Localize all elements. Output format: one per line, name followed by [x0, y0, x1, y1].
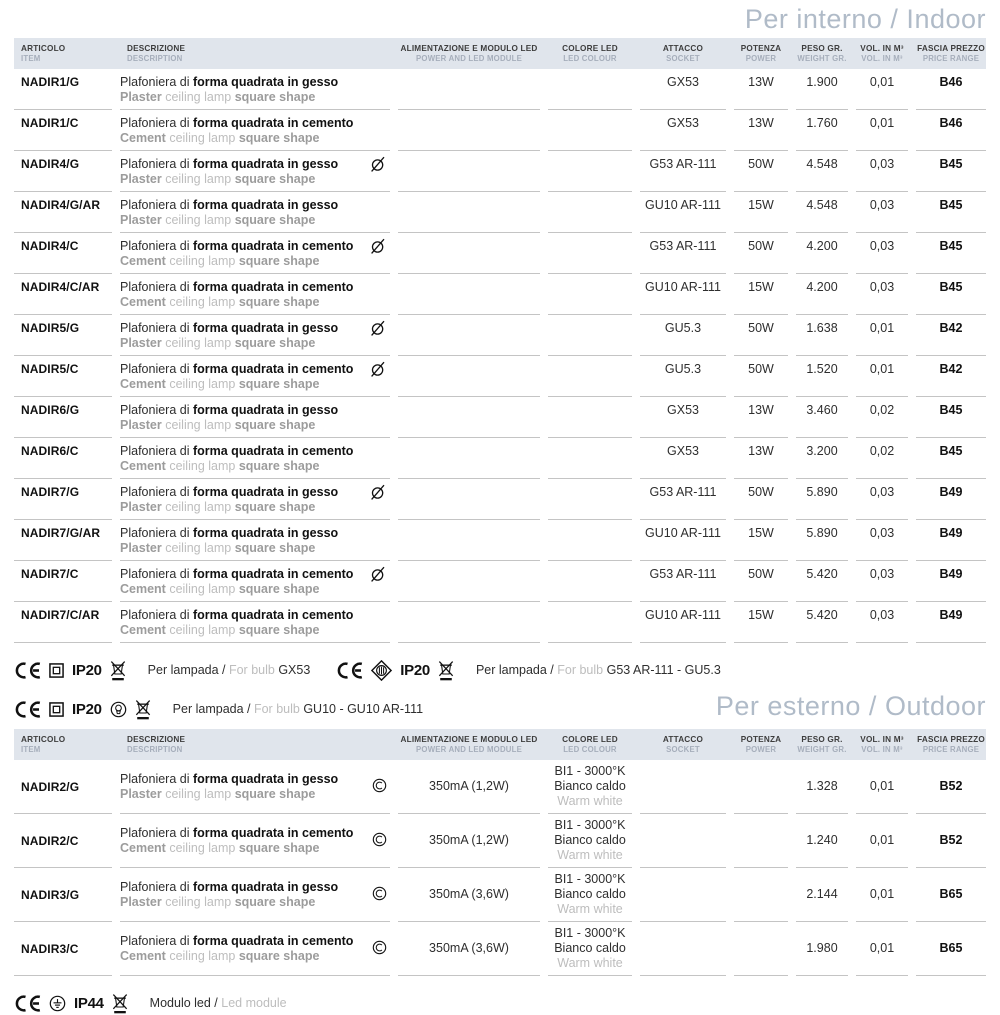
dimmable-icon: [369, 237, 387, 255]
price-range-cell: B49: [916, 561, 986, 602]
led-module-icon: [372, 886, 387, 901]
dimmable-icon: [369, 565, 387, 583]
volume-cell: 0,01: [856, 814, 908, 868]
description-it: Plafoniera di forma quadrata in gesso: [120, 75, 339, 89]
led-module-icon: [372, 832, 387, 847]
item-cell: [14, 602, 112, 643]
item-cell: [14, 315, 112, 356]
ce-mark-icon: [14, 995, 41, 1012]
volume-cell: 0,03: [856, 561, 908, 602]
socket-cell: GU10 AR-111: [640, 274, 726, 315]
led-colour-cell: [548, 479, 632, 520]
description-en: Plaster ceiling lamp square shape: [120, 418, 316, 432]
description-it: Plafoniera di forma quadrata in gesso: [120, 771, 339, 786]
description-cell: [120, 192, 390, 233]
led-colour-cell: [548, 69, 632, 110]
item-cell: [14, 274, 112, 315]
header-peso: PESO GR. WEIGHT GR.: [797, 735, 847, 754]
power-cell: 13W: [734, 438, 788, 479]
weight-cell: 1.900: [796, 69, 848, 110]
led-colour-cell: [548, 274, 632, 315]
power-module-cell: [398, 315, 540, 356]
power-module-cell: [398, 69, 540, 110]
table-row: [14, 479, 986, 520]
volume-cell: 0,01: [856, 69, 908, 110]
led-colour-cell: [548, 151, 632, 192]
header-colore: COLORE LED LED COLOUR: [562, 44, 618, 63]
volume-cell: 0,02: [856, 397, 908, 438]
table-row: [14, 192, 986, 233]
indoor-cert-line-2: [14, 697, 423, 721]
description-cell: [120, 274, 390, 315]
description-cell: [120, 760, 390, 814]
description-cell: [120, 602, 390, 643]
volume-cell: 0,03: [856, 274, 908, 315]
weight-cell: 1.328: [796, 760, 848, 814]
ce-mark-icon: [14, 662, 41, 679]
volume-cell: 0,01: [856, 868, 908, 922]
description-en: Cement ceiling lamp square shape: [120, 948, 320, 963]
description-it: Plafoniera di forma quadrata in gesso: [120, 321, 339, 335]
description-cell: [120, 356, 390, 397]
price-range-cell: B45: [916, 274, 986, 315]
table-row: [14, 233, 986, 274]
led-colour-cell: [548, 438, 632, 479]
certification-group: [336, 659, 721, 681]
power-module-cell: [398, 438, 540, 479]
socket-cell: GX53: [640, 397, 726, 438]
led-colour-cell: [548, 192, 632, 233]
description-it: Plafoniera di forma quadrata in cemento: [120, 280, 354, 294]
power-cell: 15W: [734, 520, 788, 561]
ip-rating: IP20: [400, 661, 430, 679]
item-cell: [14, 397, 112, 438]
socket-cell: G53 AR-111: [640, 233, 726, 274]
power-cell: 50W: [734, 561, 788, 602]
description-en: Plaster ceiling lamp square shape: [120, 90, 316, 104]
description-en: Cement ceiling lamp square shape: [120, 377, 320, 391]
description-it: Plafoniera di forma quadrata in cemento: [120, 239, 354, 253]
ip-rating: IP20: [72, 700, 102, 718]
indoor-cert-line-1: [14, 658, 986, 682]
description-it: Plafoniera di forma quadrata in cemento: [120, 116, 354, 130]
table-row: [14, 315, 986, 356]
item-code: NADIR1/G: [21, 75, 80, 89]
item-cell: [14, 110, 112, 151]
header-potenza: POTENZA POWER: [740, 735, 782, 754]
weee-crossed-bin-icon: [112, 992, 128, 1014]
weight-cell: 4.200: [796, 274, 848, 315]
description-cell: [120, 151, 390, 192]
description-cell: [120, 868, 390, 922]
power-module-cell: [398, 110, 540, 151]
item-code: NADIR1/C: [21, 116, 79, 130]
power-module-cell: [398, 561, 540, 602]
led-colour-cell: [548, 356, 632, 397]
volume-cell: 0,03: [856, 479, 908, 520]
volume-cell: 0,03: [856, 520, 908, 561]
description-it: Plafoniera di forma quadrata in cemento: [120, 825, 354, 840]
weight-cell: 2.144: [796, 868, 848, 922]
weight-cell: 4.548: [796, 151, 848, 192]
indoor-table-header-mount: [14, 38, 986, 69]
description-cell: [120, 397, 390, 438]
power-cell: 13W: [734, 110, 788, 151]
socket-cell: [640, 760, 726, 814]
item-code: NADIR6/G: [21, 403, 80, 417]
socket-cell: GX53: [640, 438, 726, 479]
item-cell: [14, 561, 112, 602]
weight-cell: 1.638: [796, 315, 848, 356]
volume-cell: 0,01: [856, 760, 908, 814]
cert-label: Modulo led / Led module: [149, 996, 287, 1010]
item-cell: [14, 520, 112, 561]
description-cell: [120, 520, 390, 561]
description-en: Cement ceiling lamp square shape: [120, 131, 320, 145]
price-range-cell: B52: [916, 760, 986, 814]
power-cell: 13W: [734, 397, 788, 438]
socket-cell: GU5.3: [640, 356, 726, 397]
ip-rating: IP20: [72, 661, 102, 679]
header-articolo: ARTICOLO ITEM: [21, 735, 66, 754]
description-it: Plafoniera di forma quadrata in gesso: [120, 879, 339, 894]
self-shielded-lamp-icon: [110, 701, 127, 718]
description-it: Plafoniera di forma quadrata in cemento: [120, 933, 354, 948]
certification-group: [14, 659, 310, 681]
item-cell: [14, 760, 112, 814]
item-cell: [14, 151, 112, 192]
description-en: Plaster ceiling lamp square shape: [120, 336, 316, 350]
table-row: [14, 922, 986, 976]
item-cell: [14, 438, 112, 479]
indoor-heading: Per interno / Indoor: [744, 4, 986, 34]
power-cell: [734, 760, 788, 814]
description-en: Plaster ceiling lamp square shape: [120, 786, 316, 801]
item-cell: [14, 356, 112, 397]
price-range-cell: B42: [916, 356, 986, 397]
description-it: Plafoniera di forma quadrata in gesso: [120, 526, 339, 540]
power-module-cell: [398, 356, 540, 397]
cert-label: Per lampada / For bulb G53 AR-111 - GU5.3: [475, 663, 721, 677]
table-row: [14, 110, 986, 151]
header-fascia: FASCIA PREZZO PRICE RANGE: [917, 735, 985, 754]
certification-group: [14, 698, 423, 720]
item-cell: [14, 69, 112, 110]
description-en: Plaster ceiling lamp square shape: [120, 894, 316, 909]
weight-cell: 1.240: [796, 814, 848, 868]
led-colour-cell: [548, 397, 632, 438]
table-row: [14, 868, 986, 922]
socket-cell: GU10 AR-111: [640, 602, 726, 643]
description-cell: [120, 922, 390, 976]
power-module-cell: [398, 397, 540, 438]
weight-cell: 4.200: [796, 233, 848, 274]
volume-cell: 0,01: [856, 110, 908, 151]
header-alimentazione: ALIMENTAZIONE E MODULO LED POWER AND LED MODULE: [400, 735, 538, 754]
cert-label: Per lampada / For bulb GX53: [147, 663, 311, 677]
led-colour-cell: [548, 561, 632, 602]
power-cell: 13W: [734, 69, 788, 110]
socket-cell: GX53: [640, 69, 726, 110]
power-cell: 50W: [734, 315, 788, 356]
table-row: [14, 151, 986, 192]
table-header: [14, 38, 986, 69]
description-cell: [120, 69, 390, 110]
outdoor-table-header-mount: [14, 729, 986, 760]
volume-cell: 0,03: [856, 192, 908, 233]
table-row: [14, 69, 986, 110]
item-cell: [14, 814, 112, 868]
volume-cell: 0,01: [856, 356, 908, 397]
header-descrizione: DESCRIZIONE DESCRIPTION: [127, 735, 186, 754]
item-cell: [14, 479, 112, 520]
dimmable-icon: [369, 360, 387, 378]
socket-cell: G53 AR-111: [640, 151, 726, 192]
description-cell: [120, 233, 390, 274]
outdoor-table: [14, 760, 986, 976]
power-module-cell: [398, 192, 540, 233]
description-it: Plafoniera di forma quadrata in cemento: [120, 567, 354, 581]
price-range-cell: B46: [916, 69, 986, 110]
header-vol: VOL. IN M³ VOL. IN M³: [860, 735, 904, 754]
description-cell: [120, 438, 390, 479]
weight-cell: 1.760: [796, 110, 848, 151]
description-en: Cement ceiling lamp square shape: [120, 254, 320, 268]
power-cell: 15W: [734, 192, 788, 233]
power-cell: 50W: [734, 151, 788, 192]
description-en: Cement ceiling lamp square shape: [120, 459, 320, 473]
led-module-icon: [372, 940, 387, 955]
socket-cell: [640, 814, 726, 868]
item-code: NADIR2/C: [21, 833, 79, 848]
power-module-cell: [398, 151, 540, 192]
socket-cell: [640, 868, 726, 922]
volume-cell: 0,02: [856, 438, 908, 479]
power-cell: [734, 868, 788, 922]
item-code: NADIR5/C: [21, 362, 79, 376]
weight-cell: 5.890: [796, 479, 848, 520]
header-descrizione: DESCRIZIONE DESCRIPTION: [127, 44, 186, 63]
ce-mark-icon: [14, 701, 41, 718]
led-colour-cell: BI1 - 3000°K Bianco caldo Warm white: [548, 868, 632, 922]
item-code: NADIR7/C/AR: [21, 608, 100, 622]
weight-cell: 5.420: [796, 561, 848, 602]
outdoor-heading: Per esterno / Outdoor: [715, 691, 986, 721]
certification-group: [14, 992, 287, 1014]
item-cell: [14, 868, 112, 922]
earth-ground-icon: [49, 995, 66, 1012]
description-cell: [120, 561, 390, 602]
socket-cell: G53 AR-111: [640, 479, 726, 520]
header-articolo: ARTICOLO ITEM: [21, 44, 66, 63]
price-range-cell: B45: [916, 151, 986, 192]
weight-cell: 1.520: [796, 356, 848, 397]
volume-cell: 0,01: [856, 315, 908, 356]
description-it: Plafoniera di forma quadrata in gesso: [120, 485, 339, 499]
table-row: [14, 814, 986, 868]
table-row: [14, 602, 986, 643]
power-cell: 50W: [734, 479, 788, 520]
header-peso: PESO GR. WEIGHT GR.: [797, 44, 847, 63]
weight-cell: 1.980: [796, 922, 848, 976]
indoor-table: [14, 69, 986, 643]
description-en: Plaster ceiling lamp square shape: [120, 541, 316, 555]
power-cell: 15W: [734, 602, 788, 643]
header-vol: VOL. IN M³ VOL. IN M³: [860, 44, 904, 63]
power-cell: [734, 922, 788, 976]
item-code: NADIR7/G: [21, 485, 80, 499]
power-cell: 15W: [734, 274, 788, 315]
item-code: NADIR6/C: [21, 444, 79, 458]
power-module-cell: [398, 479, 540, 520]
cert-and-outdoor-heading-row: [14, 682, 986, 721]
item-code: NADIR4/C: [21, 239, 79, 253]
price-range-cell: B45: [916, 233, 986, 274]
price-range-cell: B45: [916, 192, 986, 233]
outdoor-cert-line: [14, 991, 986, 1015]
volume-cell: 0,03: [856, 151, 908, 192]
description-en: Cement ceiling lamp square shape: [120, 840, 320, 855]
description-cell: [120, 110, 390, 151]
led-colour-cell: [548, 602, 632, 643]
description-cell: [120, 479, 390, 520]
description-en: Cement ceiling lamp square shape: [120, 582, 320, 596]
socket-cell: GU10 AR-111: [640, 520, 726, 561]
table-row: [14, 561, 986, 602]
description-it: Plafoniera di forma quadrata in gesso: [120, 198, 339, 212]
price-range-cell: B42: [916, 315, 986, 356]
class-ii-insulation-icon: [49, 663, 64, 678]
volume-cell: 0,03: [856, 602, 908, 643]
description-en: Cement ceiling lamp square shape: [120, 295, 320, 309]
class-ii-insulation-icon: [49, 702, 64, 717]
socket-cell: GX53: [640, 110, 726, 151]
socket-cell: G53 AR-111: [640, 561, 726, 602]
power-module-cell: 350mA (3,6W): [398, 922, 540, 976]
item-cell: [14, 192, 112, 233]
led-colour-cell: [548, 520, 632, 561]
description-it: Plafoniera di forma quadrata in gesso: [120, 157, 339, 171]
ip-rating: IP44: [74, 994, 104, 1012]
weee-crossed-bin-icon: [135, 698, 151, 720]
item-code: NADIR5/G: [21, 321, 80, 335]
table-row: [14, 438, 986, 479]
header-alimentazione: ALIMENTAZIONE E MODULO LED POWER AND LED MODULE: [400, 44, 538, 63]
item-code: NADIR7/C: [21, 567, 79, 581]
item-code: NADIR3/G: [21, 887, 80, 902]
led-colour-cell: [548, 315, 632, 356]
description-en: Cement ceiling lamp square shape: [120, 623, 320, 637]
price-range-cell: B65: [916, 868, 986, 922]
table-row: [14, 274, 986, 315]
socket-cell: GU10 AR-111: [640, 192, 726, 233]
item-code: NADIR4/G: [21, 157, 80, 171]
dimmable-icon: [369, 483, 387, 501]
price-range-cell: B46: [916, 110, 986, 151]
power-module-cell: 350mA (3,6W): [398, 868, 540, 922]
cert-label: Per lampada / For bulb GU10 - GU10 AR-111: [172, 702, 424, 716]
description-it: Plafoniera di forma quadrata in cemento: [120, 444, 354, 458]
led-colour-cell: BI1 - 3000°K Bianco caldo Warm white: [548, 760, 632, 814]
price-range-cell: B65: [916, 922, 986, 976]
price-range-cell: B52: [916, 814, 986, 868]
ce-mark-icon: [336, 662, 363, 679]
power-module-cell: [398, 602, 540, 643]
led-colour-cell: BI1 - 3000°K Bianco caldo Warm white: [548, 922, 632, 976]
price-range-cell: B45: [916, 438, 986, 479]
power-module-cell: 350mA (1,2W): [398, 760, 540, 814]
description-en: Plaster ceiling lamp square shape: [120, 172, 316, 186]
independent-transformer-icon: [371, 660, 392, 681]
power-module-cell: [398, 274, 540, 315]
power-cell: [734, 814, 788, 868]
description-cell: [120, 814, 390, 868]
item-code: NADIR7/G/AR: [21, 526, 101, 540]
item-cell: [14, 233, 112, 274]
description-cell: [120, 315, 390, 356]
header-attacco: ATTACCO SOCKET: [662, 44, 704, 63]
description-en: Plaster ceiling lamp square shape: [120, 213, 316, 227]
weight-cell: 5.420: [796, 602, 848, 643]
description-en: Plaster ceiling lamp square shape: [120, 500, 316, 514]
weee-crossed-bin-icon: [438, 659, 454, 681]
header-fascia: FASCIA PREZZO PRICE RANGE: [917, 44, 985, 63]
table-header: [14, 729, 986, 760]
power-cell: 50W: [734, 356, 788, 397]
weight-cell: 3.200: [796, 438, 848, 479]
header-potenza: POTENZA POWER: [740, 44, 782, 63]
table-row: [14, 760, 986, 814]
price-range-cell: B49: [916, 602, 986, 643]
header-colore: COLORE LED LED COLOUR: [562, 735, 618, 754]
table-row: [14, 520, 986, 561]
socket-cell: [640, 922, 726, 976]
price-range-cell: B45: [916, 397, 986, 438]
table-row: [14, 397, 986, 438]
power-module-cell: [398, 520, 540, 561]
dimmable-icon: [369, 319, 387, 337]
weight-cell: 5.890: [796, 520, 848, 561]
item-code: NADIR3/C: [21, 941, 79, 956]
description-it: Plafoniera di forma quadrata in cemento: [120, 608, 354, 622]
item-code: NADIR4/C/AR: [21, 280, 100, 294]
header-attacco: ATTACCO SOCKET: [662, 735, 704, 754]
volume-cell: 0,03: [856, 233, 908, 274]
weee-crossed-bin-icon: [110, 659, 126, 681]
power-module-cell: 350mA (1,2W): [398, 814, 540, 868]
description-it: Plafoniera di forma quadrata in gesso: [120, 403, 339, 417]
table-row: [14, 356, 986, 397]
description-it: Plafoniera di forma quadrata in cemento: [120, 362, 354, 376]
volume-cell: 0,01: [856, 922, 908, 976]
item-cell: [14, 922, 112, 976]
led-colour-cell: BI1 - 3000°K Bianco caldo Warm white: [548, 814, 632, 868]
socket-cell: GU5.3: [640, 315, 726, 356]
weight-cell: 3.460: [796, 397, 848, 438]
power-module-cell: [398, 233, 540, 274]
led-module-icon: [372, 778, 387, 793]
item-code: NADIR4/G/AR: [21, 198, 101, 212]
led-colour-cell: [548, 233, 632, 274]
price-range-cell: B49: [916, 479, 986, 520]
power-cell: 50W: [734, 233, 788, 274]
dimmable-icon: [369, 155, 387, 173]
led-colour-cell: [548, 110, 632, 151]
weight-cell: 4.548: [796, 192, 848, 233]
item-code: NADIR2/G: [21, 779, 80, 794]
price-range-cell: B49: [916, 520, 986, 561]
